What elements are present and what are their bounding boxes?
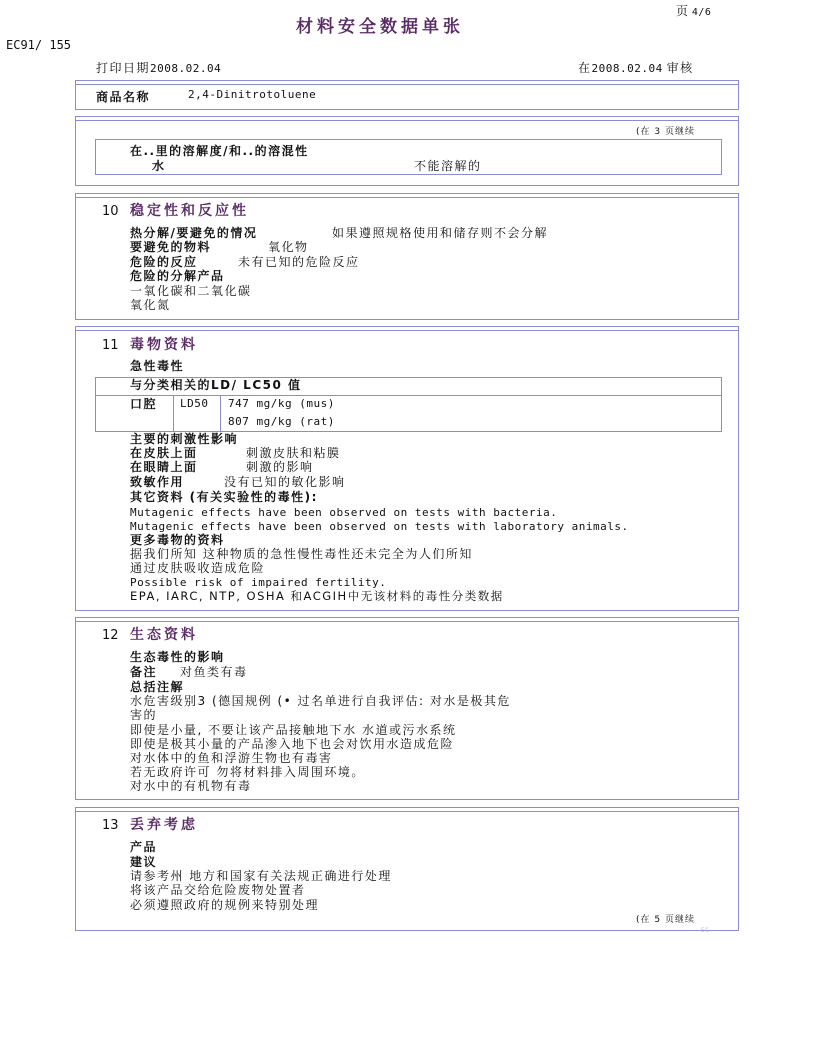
continued-bottom — [636, 912, 695, 925]
ld50-value-mus: 747 mg/kg (mus) — [228, 397, 335, 410]
more-info-3: Possible risk of impaired fertility. — [130, 576, 387, 589]
eye-value: 刺激的影响 — [246, 460, 314, 474]
product-name: 2,4-Dinitrotoluene — [188, 88, 317, 101]
print-date: 2008.02.04 — [150, 62, 222, 75]
eco-line-3: 即使是小量, 不要让该产品接触地下水 水道或污水系统 — [130, 723, 457, 737]
general-notes-label: 总括注解 — [130, 680, 185, 694]
page-number: 4/6 — [691, 7, 712, 18]
thermal-decomp-value: 如果遵照规格使用和储存则不会分解 — [332, 226, 549, 240]
ld50-table-col1 — [173, 395, 174, 432]
continued-bottom-num: 5 — [654, 915, 662, 925]
sensitization-row — [130, 475, 346, 489]
dangerous-reactions-value: 未有已知的危险反应 — [238, 255, 360, 269]
note-row — [130, 665, 248, 679]
eye-row — [130, 460, 314, 474]
avoid-materials-value: 氧化物 — [268, 240, 309, 254]
avoid-materials-row — [130, 240, 309, 254]
doc-code: EC91/ 155 — [6, 38, 72, 52]
review-date-row — [578, 59, 694, 76]
section-13-number: 13 — [102, 818, 119, 833]
disposal-line-3: 必须遵照政府的规例来特别处理 — [130, 898, 320, 912]
more-info-label: 更多毒物的资料 — [130, 533, 225, 547]
print-date-label: 打印日期 — [96, 61, 151, 75]
avoid-materials-label: 要避免的物料 — [130, 240, 212, 254]
skin-row — [130, 446, 341, 460]
ld50-kind: LD50 — [180, 397, 209, 410]
sensitization-value: 没有已知的敏化影响 — [224, 475, 346, 489]
mutagenic-animals: Mutagenic effects have been observed on tests with laboratory animals. — [130, 520, 629, 533]
dangerous-reactions-label: 危险的反应 — [130, 255, 198, 269]
decomp-product-1: 一氧化碳和二氧化碳 — [130, 284, 252, 298]
review-suffix: 审核 — [666, 61, 694, 75]
other-info-label: 其它资料 (有关实验性的毒性): — [130, 490, 318, 504]
continued-top — [636, 124, 695, 137]
section-10-title: 稳定性和反应性 — [130, 203, 249, 219]
eco-line-7: 对水中的有机物有毒 — [130, 779, 252, 793]
note-value: 对鱼类有毒 — [180, 665, 248, 679]
section-12-title: 生态资料 — [130, 627, 198, 643]
dangerous-reactions-row — [130, 255, 360, 269]
section-13-title: 丢弃考虑 — [130, 817, 198, 833]
stability-row — [130, 226, 549, 240]
ld50-table-divider — [95, 395, 722, 396]
eco-effects-label: 生态毒性的影响 — [130, 650, 225, 664]
document-title: 材料安全数据单张 — [296, 17, 464, 37]
continued-top-num: 3 — [654, 127, 662, 137]
skin-value: 刺激皮肤和粘膜 — [246, 446, 341, 460]
continued-bottom-suffix: 页继续 — [665, 915, 696, 925]
eco-line-5: 对水体中的鱼和浮游生物也有毒害 — [130, 751, 333, 765]
continued-bottom-prefix: (在 — [636, 915, 651, 925]
solubility-heading: 在..里的溶解度/和..的溶混性 — [130, 144, 309, 158]
page-label: 页 — [676, 4, 689, 18]
sensitization-label: 致敏作用 — [130, 475, 185, 489]
decomp-product-2: 氧化氮 — [130, 298, 171, 312]
section-11-title: 毒物资料 — [130, 337, 198, 353]
eye-label: 在眼睛上面 — [130, 460, 198, 474]
mutagenic-bacteria: Mutagenic effects have been observed on tests with bacteria. — [130, 506, 558, 519]
footer-code: EC — [701, 927, 710, 934]
product-label: 商品名称 — [96, 90, 151, 104]
ld50-table-col2 — [220, 395, 221, 432]
disposal-advice-label: 建议 — [130, 855, 158, 869]
section-11-number: 11 — [102, 338, 119, 353]
solubility-medium: 水 — [152, 159, 166, 173]
irritation-label: 主要的刺激性影响 — [130, 432, 239, 446]
ld50-table-heading: 与分类相关的LD/ LC50 值 — [130, 378, 302, 392]
disposal-line-1: 请参考州 地方和国家有关法规正确进行处理 — [130, 869, 392, 883]
ld50-route: 口腔 — [130, 397, 158, 411]
decomp-products-label: 危险的分解产品 — [130, 269, 225, 283]
disposal-product-label: 产品 — [130, 840, 158, 854]
continued-top-prefix: (在 — [636, 127, 651, 137]
product-box — [75, 80, 739, 110]
acute-toxicity-label: 急性毒性 — [130, 359, 185, 373]
review-date: 2008.02.04 — [591, 62, 663, 75]
solubility-value: 不能溶解的 — [414, 159, 482, 173]
print-date-row — [96, 59, 221, 76]
more-info-1: 据我们所知 这种物质的急性慢性毒性还未完全为人们所知 — [130, 547, 473, 561]
eco-line-2: 害的 — [130, 708, 158, 722]
more-info-4: EPA, IARC, NTP, OSHA 和ACGIH中无该材料的毒性分类数据 — [130, 589, 504, 603]
review-prefix: 在 — [578, 61, 592, 75]
skin-label: 在皮肤上面 — [130, 446, 198, 460]
section-10-number: 10 — [102, 204, 119, 219]
eco-line-6: 若无政府许可 勿将材料排入周围环境。 — [130, 765, 365, 779]
eco-line-4: 即使是极其小量的产品渗入地下也会对饮用水造成危险 — [130, 737, 455, 751]
continued-top-suffix: 页继续 — [665, 127, 696, 137]
ld50-value-rat: 807 mg/kg (rat) — [228, 415, 335, 428]
section-12-number: 12 — [102, 628, 119, 643]
eco-line-1: 水危害级别3 (德国规例 (• 过名单进行自我评估: 对水是极其危 — [130, 694, 511, 708]
note-label: 备注 — [130, 665, 158, 679]
more-info-2: 通过皮肤吸收造成危险 — [130, 561, 266, 575]
disposal-line-2: 将该产品交给危险废物处置者 — [130, 883, 306, 897]
thermal-decomp-label: 热分解/要避免的情况 — [130, 226, 258, 240]
